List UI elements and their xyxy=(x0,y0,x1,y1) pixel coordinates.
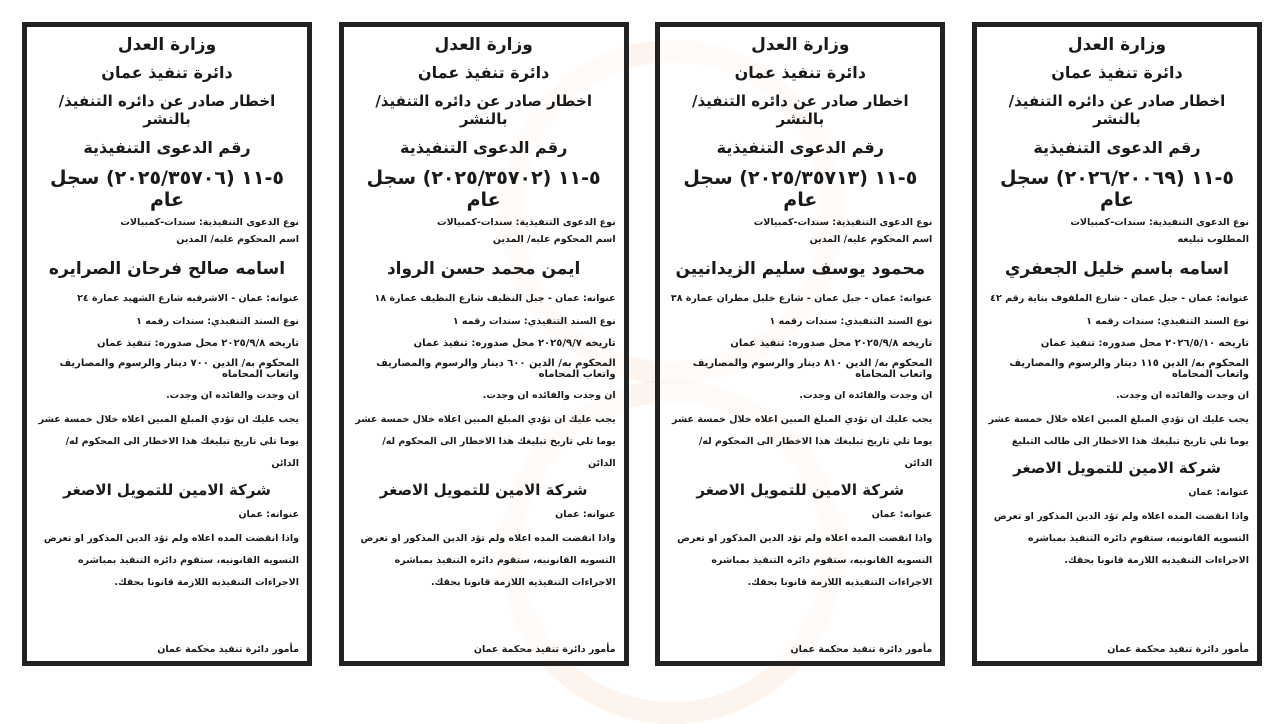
notice-card xyxy=(655,22,945,666)
case-number: ٥-١١ (٢٠٢٥/٣٥٧١٣) سجل عام xyxy=(683,167,918,211)
department-title: دائرة تنفيذ عمان xyxy=(734,63,866,82)
document-date: تاريخه ٢٠٢٥/٩/٧ محل صدوره: تنفيذ عمان xyxy=(413,338,616,349)
demand-text: يجب عليك ان تؤدي المبلغ المبين اعلاه خلال خمسة عشر يوما تلي تاريخ تبليغك هذا الاخطار الى طالب التبليغ xyxy=(988,414,1249,447)
person-name: محمود يوسف سليم الزيدانيين xyxy=(675,259,926,279)
demand-text: يجب عليك ان تؤدي المبلغ المبين اعلاه خلال خمسة عشر يوما تلي تاريخ تبليغك هذا الاخطار الى المحكوم له/ الدائن xyxy=(355,414,616,469)
document-type: نوع السند التنفيذي: سندات رقمه ١ xyxy=(769,316,933,327)
creditor-name: شركة الامين للتمويل الاصغر xyxy=(379,481,588,499)
document-type: نوع السند التنفيذي: سندات رقمه ١ xyxy=(452,316,616,327)
party-label: اسم المحكوم عليه/ المدين xyxy=(809,234,933,245)
judgment: المحكوم به/ الدين ١١٥ دينار والرسوم والمصاريف واتعاب المحاماه xyxy=(1009,358,1249,380)
demand-text: يجب عليك ان تؤدي المبلغ المبين اعلاه خلال خمسة عشر يوما تلي تاريخ تبليغك هذا الاخطار الى المحكوم له/ الدائن xyxy=(38,414,299,469)
document-date: تاريخه ٢٠٢٥/٩/٨ محل صدوره: تنفيذ عمان xyxy=(96,338,299,349)
document-type: نوع السند التنفيذي: سندات رقمه ١ xyxy=(1086,316,1249,327)
person-name: اسامه باسم خليل الجعفري xyxy=(1004,259,1230,279)
creditor-name: شركة الامين للتمويل الاصغر xyxy=(63,481,271,499)
person-name: اسامه صالح فرحان الصرايره xyxy=(48,259,286,279)
notice-type: اخطار صادر عن دائره التنفيذ/ بالنشر xyxy=(1008,92,1226,128)
case-kind: نوع الدعوى التنفيذية: سندات-كمبيالات xyxy=(753,217,933,228)
document-date: تاريخه ٢٠٢٥/٩/٨ محل صدوره: تنفيذ عمان xyxy=(730,338,933,349)
case-number: ٥-١١ (٢٠٢٦/٢٠٠٦٩) سجل عام xyxy=(999,167,1234,211)
document-type: نوع السند التنفيذي: سندات رقمه ١ xyxy=(136,316,299,327)
ministry-title: وزارة العدل xyxy=(117,35,217,55)
case-number: ٥-١١ (٢٠٢٥/٣٥٧٠٢) سجل عام xyxy=(366,167,601,211)
footer-signature: مأمور دائرة تنفيذ محكمة عمان xyxy=(1107,644,1249,655)
interest: ان وجدت والفائده ان وجدت. xyxy=(166,390,299,401)
notice-card xyxy=(22,22,312,666)
case-kind: نوع الدعوى التنفيذية: سندات-كمبيالات xyxy=(120,217,299,228)
judgment: المحكوم به/ الدين ٦٠٠ دينار والرسوم والمصاريف واتعاب المحاماه xyxy=(376,358,616,380)
interest: ان وجدت والفائده ان وجدت. xyxy=(799,390,933,401)
interest: ان وجدت والفائده ان وجدت. xyxy=(1116,390,1249,401)
document-date: تاريخه ٢٠٢٦/٥/١٠ محل صدوره: تنفيذ عمان xyxy=(1040,338,1249,349)
creditor-address: عنوانه: عمان xyxy=(555,509,616,520)
address: عنوانه: عمان - جبل عمان - شارع خليل مطران عمارة ٣٨ xyxy=(670,293,933,304)
creditor-address: عنوانه: عمان xyxy=(871,509,933,520)
address: عنوانه: عمان - الاشرفيه شارع الشهيد عمارة ٢٤ xyxy=(77,293,299,304)
creditor-name: شركة الامين للتمويل الاصغر xyxy=(1013,459,1221,477)
address: عنوانه: عمان - جبل عمان - شارع الملفوف بناية رقم ٤٢ xyxy=(990,293,1249,304)
warning-text: واذا انقضت المده اعلاه ولم تؤد الدين المذكور او تعرض التسويه القانونيه، ستقوم دائره التنفيذ بمباشره الاجراءات التنفيذيه اللازمة قانونا بحقك. xyxy=(677,533,933,588)
case-label: رقم الدعوى التنفيذية xyxy=(1033,138,1201,157)
notice-type: اخطار صادر عن دائره التنفيذ/ بالنشر xyxy=(58,92,276,128)
notice-type: اخطار صادر عن دائره التنفيذ/ بالنشر xyxy=(375,92,592,128)
judgment: المحكوم به/ الدين ٨١٠ دينار والرسوم والمصاريف واتعاب المحاماه xyxy=(692,358,933,380)
creditor-name: شركة الامين للتمويل الاصغر xyxy=(696,481,905,499)
interest: ان وجدت والفائده ان وجدت. xyxy=(482,390,616,401)
warning-text: واذا انقضت المده اعلاه ولم تؤد الدين المذكور او تعرض التسويه القانونيه، ستقوم دائره التنفيذ بمباشره الاجراءات التنفيذيه اللازمة قانونا بحقك. xyxy=(360,533,616,588)
case-label: رقم الدعوى التنفيذية xyxy=(83,138,251,157)
case-kind: نوع الدعوى التنفيذية: سندات-كمبيالات xyxy=(437,217,616,228)
case-label: رقم الدعوى التنفيذية xyxy=(400,138,568,157)
party-label: اسم المحكوم عليه/ المدين xyxy=(492,234,616,245)
case-kind: نوع الدعوى التنفيذية: سندات-كمبيالات xyxy=(1070,217,1249,228)
creditor-address: عنوانه: عمان xyxy=(1188,487,1249,498)
warning-text: واذا انقضت المده اعلاه ولم تؤد الدين المذكور او تعرض التسويه القانونيه، ستقوم دائره التنفيذ بمباشره الاجراءات التنفيذيه اللازمة قانونا بحقك. xyxy=(993,511,1249,566)
case-label: رقم الدعوى التنفيذية xyxy=(716,138,884,157)
footer-signature: مأمور دائرة تنفيذ محكمة عمان xyxy=(473,644,616,655)
address: عنوانه: عمان - جبل النظيف شارع النظيف عمارة ١٨ xyxy=(374,293,616,304)
department-title: دائرة تنفيذ عمان xyxy=(101,63,233,82)
department-title: دائرة تنفيذ عمان xyxy=(1051,63,1183,82)
department-title: دائرة تنفيذ عمان xyxy=(417,63,550,82)
ministry-title: وزارة العدل xyxy=(1067,35,1167,55)
party-label: المطلوب تبليغه xyxy=(1177,234,1249,245)
notices-row xyxy=(22,22,1262,672)
case-number: ٥-١١ (٢٠٢٥/٣٥٧٠٦) سجل عام xyxy=(50,167,284,211)
person-name: ايمن محمد حسن الرواد xyxy=(386,259,581,279)
demand-text: يجب عليك ان تؤدي المبلغ المبين اعلاه خلال خمسة عشر يوما تلي تاريخ تبليغك هذا الاخطار الى المحكوم له/ الدائن xyxy=(671,414,933,469)
party-label: اسم المحكوم عليه/ المدين xyxy=(176,234,299,245)
notice-card xyxy=(972,22,1262,666)
footer-signature: مأمور دائرة تنفيذ محكمة عمان xyxy=(157,644,299,655)
judgment: المحكوم به/ الدين ٧٠٠ دينار والرسوم والمصاريف واتعاب المحاماه xyxy=(59,358,299,380)
footer-signature: مأمور دائرة تنفيذ محكمة عمان xyxy=(790,644,933,655)
notice-card xyxy=(339,22,629,666)
creditor-address: عنوانه: عمان xyxy=(238,509,299,520)
ministry-title: وزارة العدل xyxy=(751,35,850,55)
notice-type: اخطار صادر عن دائره التنفيذ/ بالنشر xyxy=(691,92,909,128)
ministry-title: وزارة العدل xyxy=(434,35,533,55)
warning-text: واذا انقضت المده اعلاه ولم تؤد الدين المذكور او تعرض التسويه القانونيه، ستقوم دائره التنفيذ بمباشره الاجراءات التنفيذيه اللازمة قانونا بحقك. xyxy=(43,533,299,588)
